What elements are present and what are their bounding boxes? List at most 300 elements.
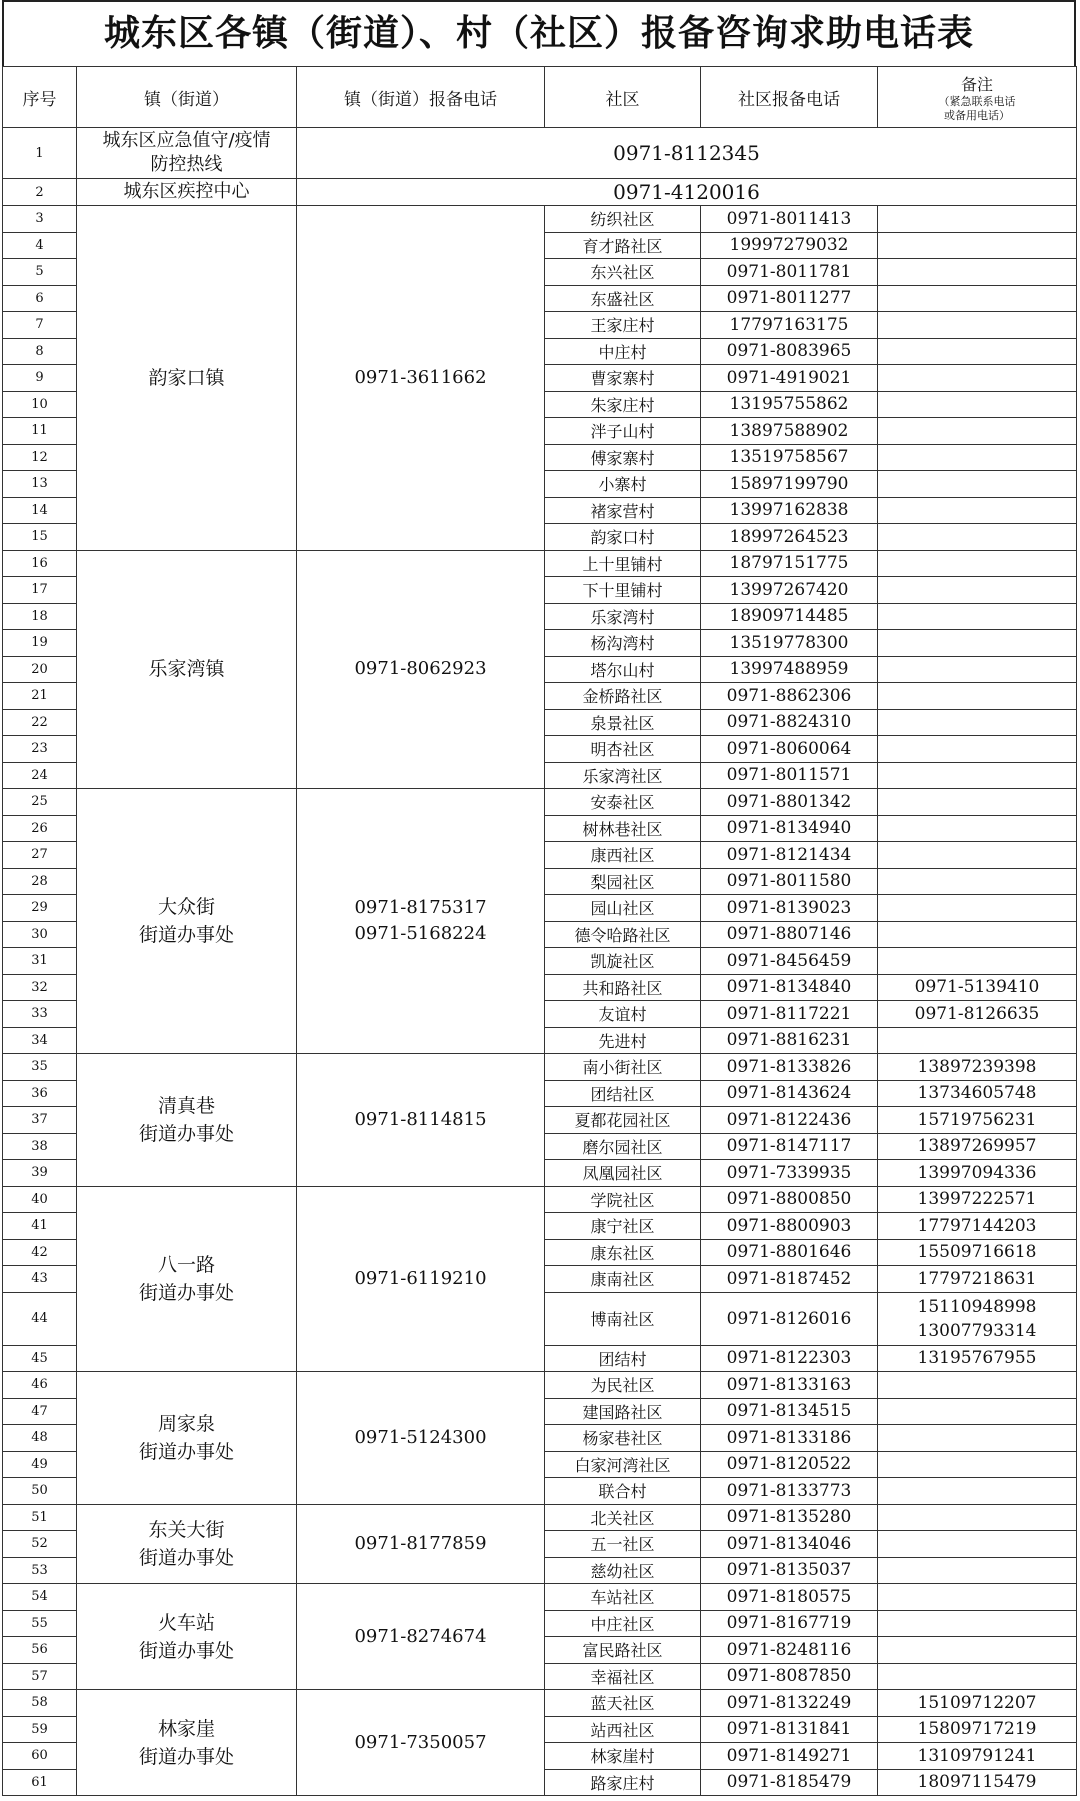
note-phone-line: 13734605748 <box>917 1083 1037 1104</box>
community-phone: 0971-8180575 <box>701 1584 878 1611</box>
note-phone <box>878 1292 1077 1345</box>
row-index: 32 <box>3 974 77 1001</box>
row-index: 9 <box>3 365 77 392</box>
row-index: 42 <box>3 1239 77 1266</box>
row-index: 46 <box>3 1372 77 1399</box>
note-phone <box>878 683 1077 710</box>
note-phone <box>878 895 1077 922</box>
community-name: 中庄村 <box>545 338 701 365</box>
note-phone <box>878 974 1077 1001</box>
community-phone: 0971-8117221 <box>701 1001 878 1028</box>
community-name: 泮子山村 <box>545 418 701 445</box>
community-phone: 0971-8087850 <box>701 1663 878 1690</box>
row-index: 13 <box>3 471 77 498</box>
town-name-line: 林家崖 <box>157 1717 215 1740</box>
community-name: 中庄社区 <box>545 1610 701 1637</box>
community-phone: 0971-8824310 <box>701 709 878 736</box>
row-index: 53 <box>3 1557 77 1584</box>
header-note-main: 备注 <box>960 74 993 94</box>
community-phone: 0971-8134840 <box>701 974 878 1001</box>
community-phone: 0971-8134046 <box>701 1531 878 1558</box>
community-name: 幸福社区 <box>545 1663 701 1690</box>
note-phone <box>878 1716 1077 1743</box>
town-name-line: 东关大街 <box>148 1518 225 1541</box>
town-phone <box>297 1054 545 1187</box>
note-phone <box>878 259 1077 286</box>
row-index: 44 <box>3 1292 77 1345</box>
community-phone: 0971-8134515 <box>701 1398 878 1425</box>
town-name <box>77 1504 297 1584</box>
note-phone <box>878 1345 1077 1372</box>
row-index: 36 <box>3 1080 77 1107</box>
community-phone: 13997488959 <box>701 656 878 683</box>
note-phone <box>878 1743 1077 1770</box>
community-phone: 13519758567 <box>701 444 878 471</box>
community-name: 磨尔园社区 <box>545 1133 701 1160</box>
town-name-line: 街道办事处 <box>138 1122 234 1145</box>
community-phone: 13897588902 <box>701 418 878 445</box>
row-index: 11 <box>3 418 77 445</box>
community-phone: 0971-8807146 <box>701 921 878 948</box>
community-name: 站西社区 <box>545 1716 701 1743</box>
note-phone <box>878 1213 1077 1240</box>
row-index: 41 <box>3 1213 77 1240</box>
note-phone <box>878 921 1077 948</box>
town-phone-line: 0971-7350057 <box>354 1731 487 1753</box>
town-phone-line: 0971-8114815 <box>354 1108 487 1130</box>
note-phone <box>878 418 1077 445</box>
town-name <box>77 789 297 1054</box>
note-phone <box>878 1398 1077 1425</box>
community-phone: 0971-8121434 <box>701 842 878 869</box>
row-index: 54 <box>3 1584 77 1611</box>
community-phone: 0971-8126016 <box>701 1292 878 1345</box>
row-index: 6 <box>3 285 77 312</box>
row-index: 49 <box>3 1451 77 1478</box>
header-town-phone: 镇（街道）报备电话 <box>297 67 545 128</box>
note-phone-line: 15719756231 <box>917 1109 1037 1130</box>
note-phone <box>878 842 1077 869</box>
note-phone-line: 13109791241 <box>917 1745 1037 1766</box>
community-phone: 0971-8134940 <box>701 815 878 842</box>
note-phone <box>878 1478 1077 1505</box>
note-phone <box>878 206 1077 233</box>
note-phone <box>878 815 1077 842</box>
row-index: 45 <box>3 1345 77 1372</box>
community-name: 树林巷社区 <box>545 815 701 842</box>
note-phone <box>878 1610 1077 1637</box>
row-index: 47 <box>3 1398 77 1425</box>
community-name: 王家庄村 <box>545 312 701 339</box>
community-phone: 0971-8800850 <box>701 1186 878 1213</box>
community-phone: 0971-8011580 <box>701 868 878 895</box>
community-name: 傅家寨村 <box>545 444 701 471</box>
row-index: 51 <box>3 1504 77 1531</box>
header-note-sub2: 或备用电话） <box>944 108 1010 122</box>
row-index: 52 <box>3 1531 77 1558</box>
row-index: 25 <box>3 789 77 816</box>
community-phone: 0971-8248116 <box>701 1637 878 1664</box>
town-name <box>77 206 297 551</box>
table-row <box>3 1584 1077 1611</box>
row-index: 38 <box>3 1133 77 1160</box>
row-index: 8 <box>3 338 77 365</box>
note-phone <box>878 789 1077 816</box>
community-phone: 0971-7339935 <box>701 1160 878 1187</box>
note-phone-line: 15109712207 <box>917 1692 1037 1713</box>
community-name: 东盛社区 <box>545 285 701 312</box>
note-phone <box>878 1531 1077 1558</box>
note-phone <box>878 1266 1077 1293</box>
header-note <box>878 67 1077 128</box>
community-phone: 0971-8011571 <box>701 762 878 789</box>
note-phone-line: 13007793314 <box>917 1320 1037 1341</box>
community-phone: 13997267420 <box>701 577 878 604</box>
community-name: 纺织社区 <box>545 206 701 233</box>
community-name: 为民社区 <box>545 1372 701 1399</box>
row-index: 14 <box>3 497 77 524</box>
town-phone <box>297 1504 545 1584</box>
row-index: 31 <box>3 948 77 975</box>
town-name <box>77 1054 297 1187</box>
row-index: 40 <box>3 1186 77 1213</box>
town-phone <box>297 1372 545 1505</box>
row-index: 27 <box>3 842 77 869</box>
community-phone: 13195755862 <box>701 391 878 418</box>
note-phone <box>878 1769 1077 1796</box>
community-name: 五一社区 <box>545 1531 701 1558</box>
community-phone: 0971-8143624 <box>701 1080 878 1107</box>
community-name: 金桥路社区 <box>545 683 701 710</box>
community-phone: 0971-8133186 <box>701 1425 878 1452</box>
note-phone <box>878 550 1077 577</box>
town-phone-line: 0971-8175317 <box>354 897 487 918</box>
community-phone: 0971-8131841 <box>701 1716 878 1743</box>
town-phone-line: 0971-6119210 <box>354 1267 487 1289</box>
row-index: 58 <box>3 1690 77 1717</box>
note-phone <box>878 1133 1077 1160</box>
community-phone: 13997162838 <box>701 497 878 524</box>
table-row <box>3 1372 1077 1399</box>
community-name: 乐家湾村 <box>545 603 701 630</box>
community-name: 园山社区 <box>545 895 701 922</box>
town-phone-line: 0971-8177859 <box>354 1532 487 1554</box>
note-phone <box>878 656 1077 683</box>
town-name-line: 街道办事处 <box>138 1440 234 1463</box>
note-phone <box>878 285 1077 312</box>
community-phone: 0971-8185479 <box>701 1769 878 1796</box>
row-index: 3 <box>3 206 77 233</box>
town-name-line: 乐家湾镇 <box>148 658 225 681</box>
special-name-line: 防控热线 <box>150 154 223 175</box>
header-index: 序号 <box>3 67 77 128</box>
special-row <box>3 179 1077 206</box>
community-name: 联合村 <box>545 1478 701 1505</box>
note-phone <box>878 1504 1077 1531</box>
community-name: 博南社区 <box>545 1292 701 1345</box>
community-name: 康东社区 <box>545 1239 701 1266</box>
special-name <box>77 128 297 179</box>
town-name-line: 清真巷 <box>157 1094 215 1117</box>
special-name-line: 城东区应急值守/疫情 <box>102 130 271 151</box>
community-name: 夏都花园社区 <box>545 1107 701 1134</box>
note-phone-line: 15110948998 <box>917 1296 1037 1317</box>
row-index: 21 <box>3 683 77 710</box>
header-town: 镇（街道） <box>77 67 297 128</box>
community-name: 小寨村 <box>545 471 701 498</box>
row-index: 50 <box>3 1478 77 1505</box>
note-phone-line: 18097115479 <box>917 1772 1037 1793</box>
community-name: 北关社区 <box>545 1504 701 1531</box>
town-name <box>77 1584 297 1690</box>
note-phone <box>878 497 1077 524</box>
community-phone: 0971-8147117 <box>701 1133 878 1160</box>
note-phone <box>878 1054 1077 1081</box>
community-phone: 0971-8167719 <box>701 1610 878 1637</box>
note-phone <box>878 603 1077 630</box>
community-name: 凯旋社区 <box>545 948 701 975</box>
community-name: 车站社区 <box>545 1584 701 1611</box>
note-phone <box>878 471 1077 498</box>
header-community-phone: 社区报备电话 <box>701 67 878 128</box>
community-name: 康宁社区 <box>545 1213 701 1240</box>
special-phone: 0971-8112345 <box>297 128 1077 179</box>
table-row <box>3 550 1077 577</box>
community-name: 南小街社区 <box>545 1054 701 1081</box>
row-index: 16 <box>3 550 77 577</box>
town-phone <box>297 789 545 1054</box>
community-phone: 0971-8801342 <box>701 789 878 816</box>
row-index: 37 <box>3 1107 77 1134</box>
row-index: 56 <box>3 1637 77 1664</box>
community-phone: 0971-8133163 <box>701 1372 878 1399</box>
row-index: 33 <box>3 1001 77 1028</box>
note-phone <box>878 232 1077 259</box>
table-row <box>3 1054 1077 1081</box>
note-phone-line: 17797144203 <box>917 1215 1037 1236</box>
note-phone <box>878 444 1077 471</box>
note-phone <box>878 630 1077 657</box>
header-row <box>3 67 1077 128</box>
community-name: 梨园社区 <box>545 868 701 895</box>
community-phone: 0971-8133826 <box>701 1054 878 1081</box>
town-name <box>77 1372 297 1505</box>
row-index: 12 <box>3 444 77 471</box>
town-phone-line: 0971-8274674 <box>354 1625 487 1647</box>
note-phone-line: 13897269957 <box>917 1136 1037 1157</box>
phone-directory-sheet <box>2 0 1076 1796</box>
note-phone <box>878 1027 1077 1054</box>
community-name: 林家崖村 <box>545 1743 701 1770</box>
community-phone: 19997279032 <box>701 232 878 259</box>
row-index: 4 <box>3 232 77 259</box>
community-name: 先进村 <box>545 1027 701 1054</box>
community-name: 路家庄村 <box>545 1769 701 1796</box>
community-phone: 0971-8862306 <box>701 683 878 710</box>
town-name-line: 八一路 <box>157 1253 215 1276</box>
community-name: 乐家湾社区 <box>545 762 701 789</box>
town-phone <box>297 1690 545 1796</box>
table-row <box>3 1186 1077 1213</box>
header-community: 社区 <box>545 67 701 128</box>
community-name: 东兴社区 <box>545 259 701 286</box>
community-name: 杨家巷社区 <box>545 1425 701 1452</box>
town-name <box>77 550 297 789</box>
community-name: 杨沟湾村 <box>545 630 701 657</box>
community-name: 韵家口村 <box>545 524 701 551</box>
row-index: 2 <box>3 179 77 206</box>
community-phone: 0971-8135037 <box>701 1557 878 1584</box>
community-phone: 0971-8149271 <box>701 1743 878 1770</box>
row-index: 10 <box>3 391 77 418</box>
row-index: 59 <box>3 1716 77 1743</box>
community-phone: 0971-8011277 <box>701 285 878 312</box>
community-name: 德令哈路社区 <box>545 921 701 948</box>
community-name: 建国路社区 <box>545 1398 701 1425</box>
table-body <box>3 128 1077 1796</box>
note-phone <box>878 1663 1077 1690</box>
town-name-line: 街道办事处 <box>138 1546 234 1569</box>
community-phone: 15897199790 <box>701 471 878 498</box>
community-phone: 0971-8083965 <box>701 338 878 365</box>
community-name: 友谊村 <box>545 1001 701 1028</box>
note-phone <box>878 762 1077 789</box>
note-phone <box>878 338 1077 365</box>
row-index: 60 <box>3 1743 77 1770</box>
community-name: 慈幼社区 <box>545 1557 701 1584</box>
community-name: 团结村 <box>545 1345 701 1372</box>
community-name: 上十里铺村 <box>545 550 701 577</box>
community-name: 朱家庄村 <box>545 391 701 418</box>
table-row <box>3 1504 1077 1531</box>
town-name-line: 街道办事处 <box>138 1281 234 1304</box>
community-phone: 0971-8456459 <box>701 948 878 975</box>
row-index: 17 <box>3 577 77 604</box>
note-phone-line: 15509716618 <box>917 1242 1037 1263</box>
community-phone: 0971-8060064 <box>701 736 878 763</box>
row-index: 35 <box>3 1054 77 1081</box>
note-phone-line: 13195767955 <box>917 1348 1037 1369</box>
community-name: 康西社区 <box>545 842 701 869</box>
table-row <box>3 1690 1077 1717</box>
town-phone-line: 0971-5168224 <box>354 923 487 944</box>
community-phone: 18997264523 <box>701 524 878 551</box>
row-index: 19 <box>3 630 77 657</box>
note-phone <box>878 365 1077 392</box>
community-name: 学院社区 <box>545 1186 701 1213</box>
town-name <box>77 1186 297 1372</box>
special-phone: 0971-4120016 <box>297 179 1077 206</box>
community-name: 泉景社区 <box>545 709 701 736</box>
note-phone-line: 0971-5139410 <box>914 977 1040 998</box>
community-phone: 0971-8120522 <box>701 1451 878 1478</box>
note-phone <box>878 1160 1077 1187</box>
row-index: 43 <box>3 1266 77 1293</box>
town-name-line: 街道办事处 <box>138 1639 234 1662</box>
community-phone: 18797151775 <box>701 550 878 577</box>
table-row <box>3 789 1077 816</box>
note-phone-line: 15809717219 <box>917 1719 1037 1740</box>
note-phone <box>878 1080 1077 1107</box>
community-phone: 17797163175 <box>701 312 878 339</box>
community-phone: 0971-8011413 <box>701 206 878 233</box>
note-phone <box>878 1107 1077 1134</box>
note-phone <box>878 1239 1077 1266</box>
town-phone-line: 0971-8062923 <box>354 658 487 680</box>
community-phone: 0971-8011781 <box>701 259 878 286</box>
row-index: 26 <box>3 815 77 842</box>
town-name-line: 街道办事处 <box>138 924 234 946</box>
community-name: 共和路社区 <box>545 974 701 1001</box>
town-phone <box>297 206 545 551</box>
note-phone-line: 13997094336 <box>917 1162 1037 1183</box>
community-phone: 0971-8133773 <box>701 1478 878 1505</box>
town-name-line: 周家泉 <box>157 1412 215 1435</box>
row-index: 1 <box>3 128 77 179</box>
note-phone <box>878 1372 1077 1399</box>
row-index: 61 <box>3 1769 77 1796</box>
row-index: 55 <box>3 1610 77 1637</box>
row-index: 22 <box>3 709 77 736</box>
row-index: 24 <box>3 762 77 789</box>
row-index: 39 <box>3 1160 77 1187</box>
note-phone-line: 0971-8126635 <box>914 1003 1040 1024</box>
community-name: 富民路社区 <box>545 1637 701 1664</box>
community-name: 团结社区 <box>545 1080 701 1107</box>
community-name: 育才路社区 <box>545 232 701 259</box>
note-phone <box>878 1637 1077 1664</box>
note-phone-line: 17797218631 <box>917 1268 1037 1289</box>
community-phone: 0971-8800903 <box>701 1213 878 1240</box>
town-phone-line: 0971-5124300 <box>354 1426 487 1448</box>
row-index: 29 <box>3 895 77 922</box>
row-index: 15 <box>3 524 77 551</box>
community-name: 康南社区 <box>545 1266 701 1293</box>
note-phone <box>878 1557 1077 1584</box>
row-index: 5 <box>3 259 77 286</box>
town-name-line: 大众街 <box>157 896 215 918</box>
community-phone: 0971-8139023 <box>701 895 878 922</box>
town-name-line: 韵家口镇 <box>148 366 225 389</box>
row-index: 20 <box>3 656 77 683</box>
community-phone: 0971-8122436 <box>701 1107 878 1134</box>
community-name: 塔尔山村 <box>545 656 701 683</box>
town-name-line: 火车站 <box>157 1611 215 1634</box>
note-phone <box>878 1690 1077 1717</box>
community-name: 安泰社区 <box>545 789 701 816</box>
row-index: 34 <box>3 1027 77 1054</box>
town-name <box>77 1690 297 1796</box>
note-phone <box>878 312 1077 339</box>
community-phone: 18909714485 <box>701 603 878 630</box>
community-phone: 0971-8132249 <box>701 1690 878 1717</box>
town-phone <box>297 1186 545 1372</box>
note-phone <box>878 391 1077 418</box>
row-index: 48 <box>3 1425 77 1452</box>
community-phone: 0971-8816231 <box>701 1027 878 1054</box>
row-index: 57 <box>3 1663 77 1690</box>
town-phone <box>297 550 545 789</box>
note-phone <box>878 1001 1077 1028</box>
community-phone: 13519778300 <box>701 630 878 657</box>
community-name: 曹家寨村 <box>545 365 701 392</box>
community-name: 凤凰园社区 <box>545 1160 701 1187</box>
community-phone: 0971-4919021 <box>701 365 878 392</box>
table-row <box>3 206 1077 233</box>
note-phone <box>878 736 1077 763</box>
community-phone: 0971-8801646 <box>701 1239 878 1266</box>
note-phone <box>878 1584 1077 1611</box>
